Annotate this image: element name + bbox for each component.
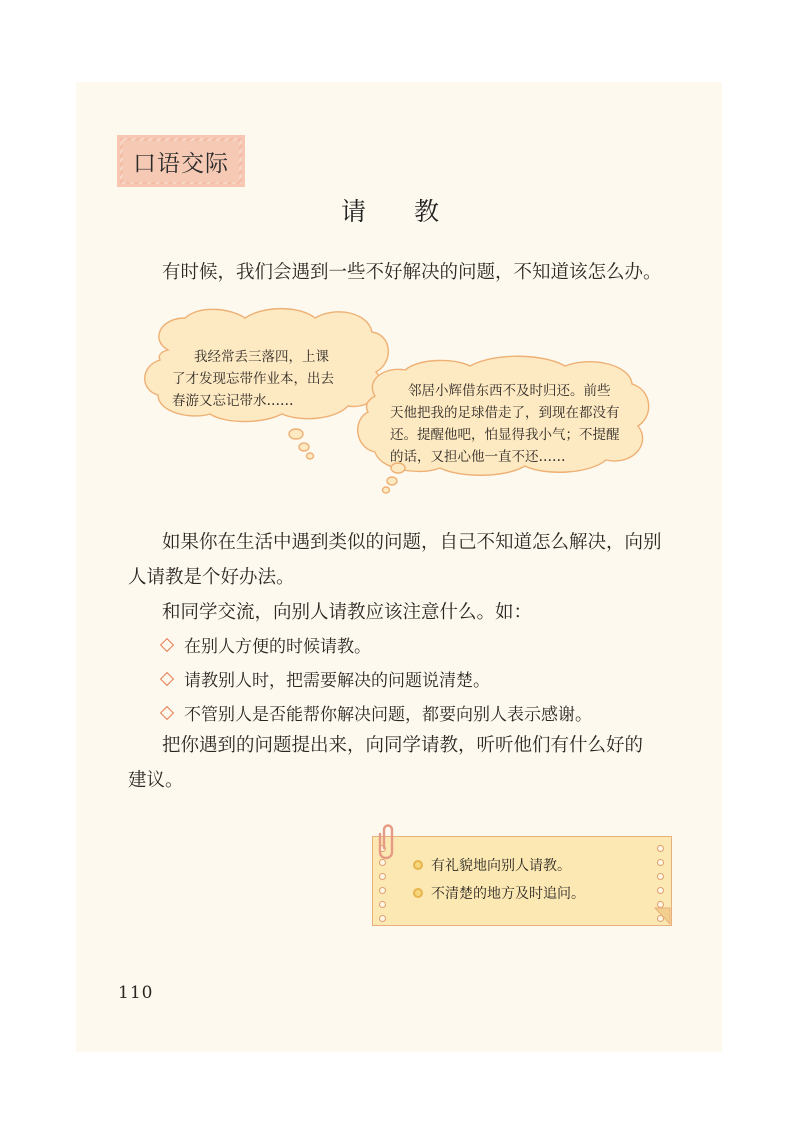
page-number: 110 [118,983,154,1003]
bullet-text: 在别人方便的时候请教。 [184,637,371,657]
paragraph-1-line-1: 如果你在生活中遇到类似的问题，自己不知道怎么解决，向别 [162,532,662,553]
paragraph-3-line-2: 建议。 [128,770,184,791]
bubble-left-line-3: 春游又忘记带水…… [172,393,294,409]
section-tag-label: 口语交际 [123,141,239,182]
paragraph-3-line-1: 把你遇到的问题提出来，向同学请教，听听他们有什么好的 [162,735,644,756]
bullet-text: 不管别人是否能帮你解决问题，都要向别人表示感谢。 [184,705,592,725]
bubble-left-line-1: 我经常丢三落四，上课 [194,349,329,365]
note-item-text: 不清楚的地方及时追问。 [431,886,585,902]
bubble-right-line-3: 还。提醒他吧，怕显得我小气；不提醒 [390,427,620,443]
bubble-right-line-4: 的话，又担心他一直不还…… [390,449,566,465]
page-title: 请 教 [341,197,459,226]
bullet-text: 请教别人时，把需要解决的问题说清楚。 [184,671,490,691]
bubble-right-line-2: 天他把我的足球借走了，到现在都没有 [390,405,620,421]
bubble-right-line-1: 邻居小辉借东西不及时归还。前些 [408,383,611,399]
note-item-text: 有礼貌地向别人请教。 [431,858,571,874]
bubble-left-line-2: 了才发现忘带作业本，出去 [172,371,334,387]
paragraph-1-line-2: 人请教是个好办法。 [128,567,295,588]
intro-paragraph: 有时候，我们会遇到一些不好解决的问题，不知道该怎么办。 [162,262,662,283]
paragraph-2: 和同学交流，向别人请教应该注意什么。如： [162,602,533,623]
